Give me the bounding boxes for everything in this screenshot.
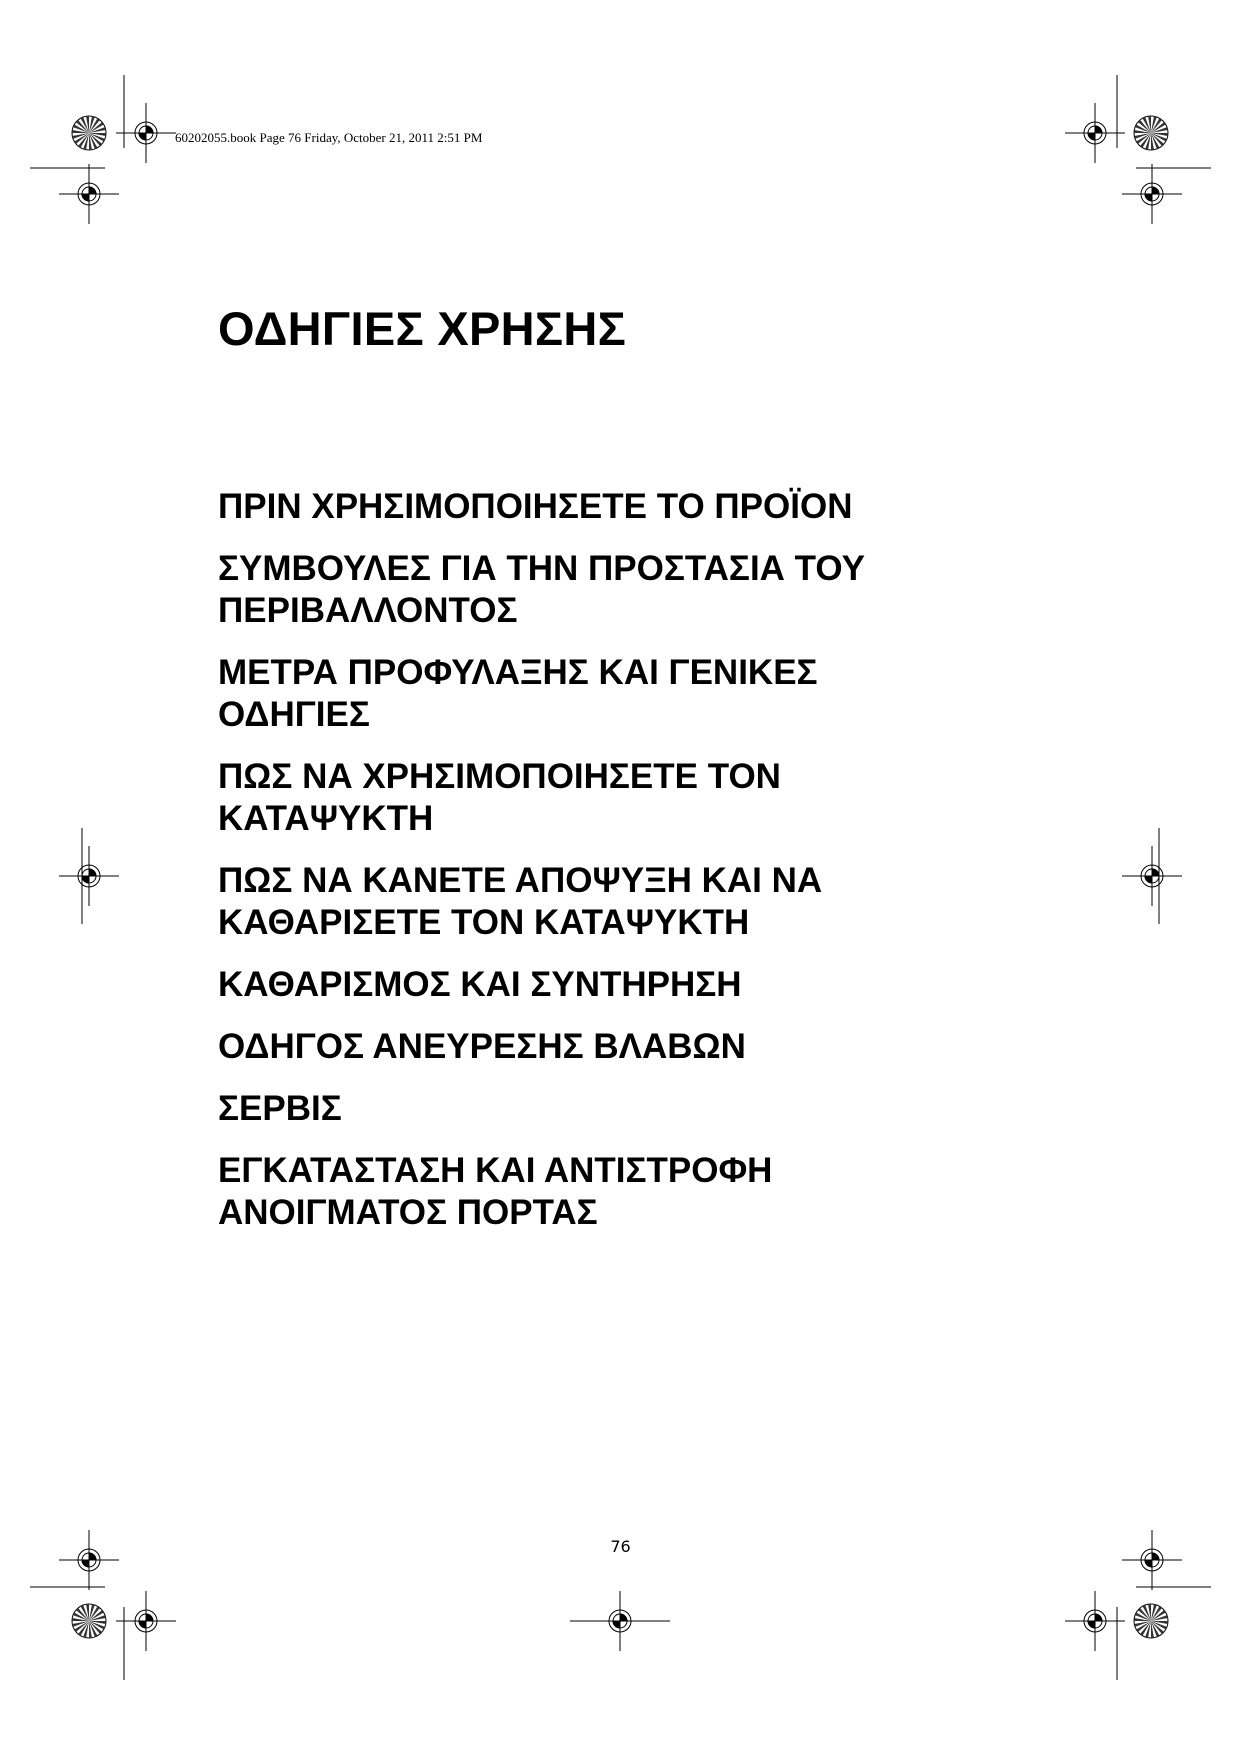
registration-target-icon [116,103,176,163]
color-star-target-icon [1134,116,1168,150]
print-slug: 60202055.book Page 76 Friday, October 21, 2011 2:51 PM [175,130,483,145]
section-heading-line: ΚΑΘΑΡΙΣΜΟΣ ΚΑΙ ΣΥΝΤΗΡΗΣΗ [218,965,742,1004]
section-heading [218,1088,1018,1130]
registration-target-icon [1122,846,1182,906]
color-star-target-icon [1134,1604,1168,1638]
section-heading-line: ΚΑΤΑΨΥΚΤΗ [218,799,434,838]
section-heading [218,964,1018,1006]
section-heading-line: ΠΕΡΙΒΑΛΛΟΝΤΟΣ [218,591,518,630]
section-heading-line: ΣΥΜΒΟΥΛΕΣ ΓΙΑ ΤΗΝ ΠΡΟΣΤΑΣΙΑ ΤΟΥ [218,549,866,588]
registration-target-icon [1065,103,1125,163]
page-number: 76 [610,1537,631,1556]
color-star-target-icon [72,116,106,150]
section-heading-line: ΚΑΘΑΡΙΣΕΤΕ ΤΟΝ ΚΑΤΑΨΥΚΤΗ [218,903,750,942]
section-heading [218,756,1018,840]
page-title: ΟΔΗΓΙΕΣ ΧΡΗΣΗΣ [218,302,627,355]
section-heading [218,1026,1018,1068]
section-heading-line: ΣΕΡΒΙΣ [218,1089,342,1128]
section-heading [218,652,1018,736]
registration-target-icon [1122,164,1182,224]
section-heading-line: ΑΝΟΙΓΜΑΤΟΣ ΠΟΡΤΑΣ [218,1193,598,1232]
color-star-target-icon [72,1604,106,1638]
section-list [218,486,1018,1254]
section-heading [218,486,1018,528]
section-heading-line: ΟΔΗΓΙΕΣ [218,695,370,734]
section-heading-line: ΜΕΤΡΑ ΠΡΟΦΥΛΑΞΗΣ ΚΑΙ ΓΕΝΙΚΕΣ [218,653,818,692]
registration-target-icon [59,846,119,906]
section-heading [218,1150,1018,1234]
registration-target-icon [116,1591,176,1651]
section-heading [218,860,1018,944]
section-heading-line: ΠΩΣ ΝΑ ΧΡΗΣΙΜΟΠΟΙΗΣΕΤΕ ΤΟΝ [218,757,781,796]
registration-target-icon [59,164,119,224]
section-heading-line: ΠΡΙΝ ΧΡΗΣΙΜΟΠΟΙΗΣΕΤΕ ΤΟ ΠΡΟΪΟΝ [218,487,853,526]
section-heading-line: ΠΩΣ ΝΑ ΚΑΝΕΤΕ ΑΠΟΨΥΞΗ ΚΑΙ ΝΑ [218,861,823,900]
section-heading-line: ΕΓΚΑΤΑΣΤΑΣΗ ΚΑΙ ΑΝΤΙΣΤΡΟΦΗ [218,1151,773,1190]
registration-target-icon [1065,1591,1125,1651]
section-heading [218,548,1018,632]
section-heading-line: ΟΔΗΓΟΣ ΑΝΕΥΡΕΣΗΣ ΒΛΑΒΩΝ [218,1027,746,1066]
